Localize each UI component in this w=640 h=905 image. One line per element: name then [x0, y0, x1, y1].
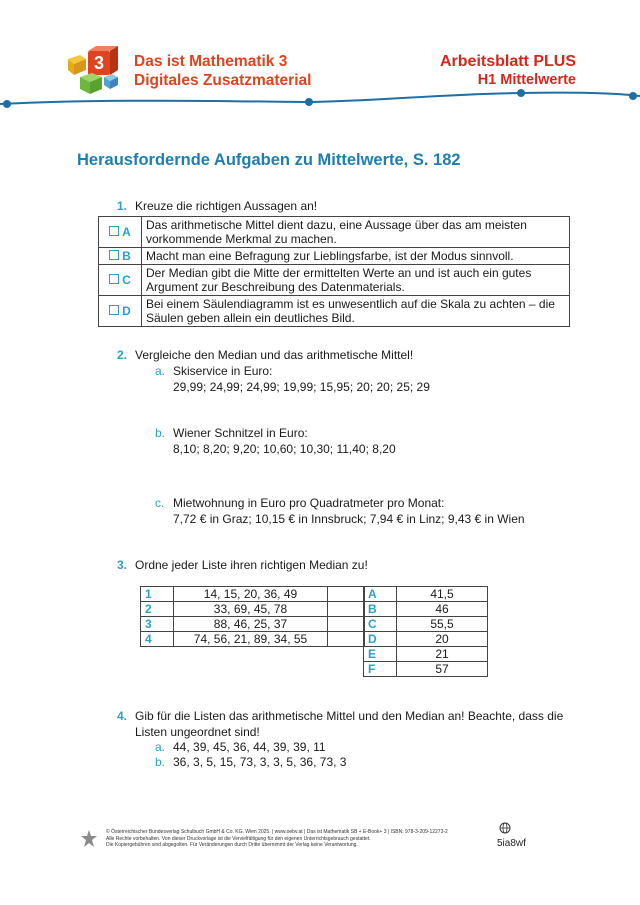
globe-icon[interactable]	[499, 822, 511, 834]
checkbox-icon	[109, 250, 119, 260]
task-2c-title: Mietwohnung in Euro pro Quadratmeter pro Monat:	[173, 496, 445, 510]
median-row: D 20	[364, 632, 488, 647]
brand-line-1: Das ist Mathematik 3	[134, 53, 288, 70]
task-4-question-line-2: Listen ungeordnet sind!	[135, 725, 260, 739]
task-4b-label: b.	[155, 755, 166, 769]
task-1-statements-table	[98, 216, 570, 327]
list-row: 1 14, 15, 20, 36, 49	[141, 587, 365, 602]
statement-text: Das arithmetische Mittel dient dazu, eine Aussage über das am meisten vorkommende Merkmal zu machen.	[142, 217, 570, 248]
task-4b-values: 36, 3, 5, 15, 73, 3, 3, 5, 36, 73, 3	[173, 755, 347, 769]
answer-cell[interactable]	[328, 632, 365, 647]
answer-cell[interactable]	[328, 617, 365, 632]
checkbox-d[interactable]: D	[99, 296, 142, 327]
online-code[interactable]: 5ia8wf	[497, 838, 526, 849]
task-2b-values: 8,10; 8,20; 9,20; 10,60; 10,30; 11,40; 8,20	[173, 442, 396, 456]
list-row: 2 33, 69, 45, 78	[141, 602, 365, 617]
task-3-number: 3.	[117, 558, 128, 572]
median-row: B 46	[364, 602, 488, 617]
footer-copyright: © Österreichischer Bundesverlag Schulbuch GmbH & Co. KG, Wien 2025. | www.oebv.at | Das ist Mathematik SB + E-Book+ 3 | ISBN: 978-3-209-12273-2 Alle Rechte vorbehalten. Von dieser Druckvorlage ist die Vervielfältigung für den eigenen Unterrichtsgebrauch gestattet. Die Kopiergebühren sind abgegolten. Für Veränderungen durch Dritte übernimmt der Verlag keine Verantwortung.	[106, 829, 448, 848]
checkbox-icon	[109, 274, 119, 284]
answer-cell[interactable]	[328, 587, 365, 602]
task-4a-label: a.	[155, 740, 166, 754]
list-row: 3 88, 46, 25, 37	[141, 617, 365, 632]
statement-row-a	[99, 217, 570, 248]
statement-text: Der Median gibt die Mitte der ermittelten Werte an und ist auch ein gutes Argument zur Beschreibung des Datenmaterials.	[142, 265, 570, 296]
checkbox-c[interactable]: C	[99, 265, 142, 296]
task-4a-values: 44, 39, 45, 36, 44, 39, 39, 11	[173, 740, 326, 754]
medians-table	[363, 586, 488, 677]
task-2c-label: c.	[155, 496, 165, 510]
statement-row-c	[99, 265, 570, 296]
checkbox-b[interactable]: B	[99, 248, 142, 265]
worksheet-type: Arbeitsblatt PLUS	[439, 53, 576, 70]
worksheet-topic: H1 Mittelwerte	[477, 72, 576, 88]
lists-table	[140, 586, 365, 647]
task-3-question: Ordne jeder Liste ihren richtigen Median zu!	[135, 558, 368, 572]
statement-row-d	[99, 296, 570, 327]
logo-number: 3	[93, 53, 104, 73]
median-row: F 57	[364, 662, 488, 677]
median-row: C 55,5	[364, 617, 488, 632]
task-2-number: 2.	[117, 348, 128, 362]
brand-line-2: Digitales Zusatzmaterial	[134, 72, 312, 89]
checkbox-icon	[109, 305, 119, 315]
task-4-number: 4.	[117, 709, 128, 723]
list-row: 4 74, 56, 21, 89, 34, 55	[141, 632, 365, 647]
answer-cell[interactable]	[328, 602, 365, 617]
checkbox-a[interactable]: A	[99, 217, 142, 248]
publisher-logo	[80, 829, 98, 849]
task-2c-values: 7,72 € in Graz; 10,15 € in Innsbruck; 7,94 € in Linz; 9,43 € in Wien	[173, 512, 525, 526]
task-2a-title: Skiservice in Euro:	[173, 364, 273, 378]
task-2-question: Vergleiche den Median und das arithmetische Mittel!	[135, 348, 414, 362]
checkbox-icon	[109, 226, 119, 236]
task-4-question-line-1: Gib für die Listen das arithmetische Mittel und den Median an! Beachte, dass die	[135, 709, 564, 723]
statement-text: Bei einem Säulendiagramm ist es unwesentlich auf die Skala zu achten – die Säulen geben allein ein deutliches Bild.	[142, 296, 570, 327]
task-2a-label: a.	[155, 364, 166, 378]
header-wave-line	[0, 80, 640, 120]
task-1-number: 1.	[117, 199, 128, 213]
task-2b-label: b.	[155, 426, 166, 440]
task-2a-values: 29,99; 24,99; 24,99; 19,99; 15,95; 20; 20; 25; 29	[173, 380, 430, 394]
task-2b-title: Wiener Schnitzel in Euro:	[173, 426, 308, 440]
page-title: Herausfordernde Aufgaben zu Mittelwerte, S. 182	[77, 151, 461, 169]
task-1-question: Kreuze die richtigen Aussagen an!	[135, 199, 318, 213]
median-row: A 41,5	[364, 587, 488, 602]
statement-row-b	[99, 248, 570, 265]
statement-text: Macht man eine Befragung zur Lieblingsfarbe, ist der Modus sinnvoll.	[142, 248, 570, 265]
median-row: E 21	[364, 647, 488, 662]
